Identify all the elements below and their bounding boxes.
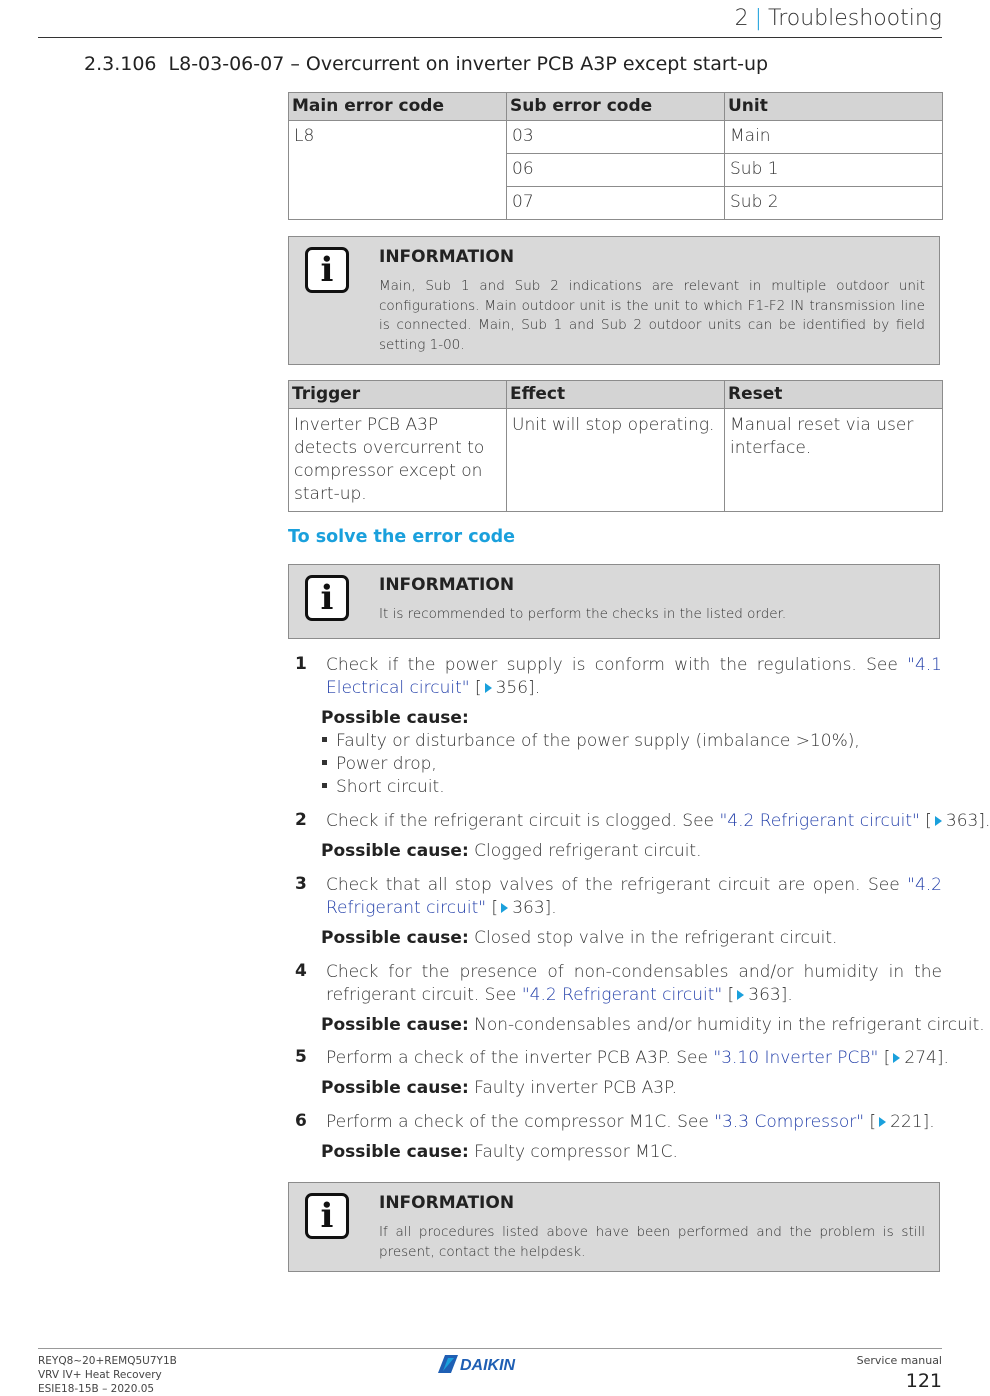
unit-cell: Sub 2: [725, 187, 943, 220]
page-reference: 363].: [945, 811, 990, 831]
list-item: [322, 754, 437, 774]
page-reference: 274].: [904, 1048, 949, 1068]
step-number: 5: [295, 1047, 307, 1067]
step-text: [326, 1111, 942, 1134]
possible-cause: [321, 1078, 677, 1098]
refrigerant-circuit-link[interactable]: "4.2 Refrigerant circuit": [521, 985, 723, 1005]
bullet-icon: [322, 760, 327, 765]
step-instruction: Perform a check of the inverter PCB A3P. See: [326, 1048, 708, 1068]
footer-model: REYQ8~20+REMQ5U7Y1B: [38, 1355, 177, 1367]
step-text: [326, 961, 942, 1007]
page-reference: 221].: [890, 1112, 935, 1132]
information-title: INFORMATION: [379, 1193, 515, 1213]
step-instruction: Check for the presence of non-condensables and/or humidity in the refrigerant circuit. See: [326, 962, 942, 1005]
possible-cause-label: Possible cause:: [321, 928, 469, 948]
trigger-effect-reset-table: [288, 380, 943, 512]
main-error-code-cell: L8: [289, 121, 507, 220]
page-reference: 363].: [512, 898, 557, 918]
chapter-title: Troubleshooting: [768, 6, 942, 31]
cause-bullet-text: Short circuit.: [336, 777, 445, 797]
refrigerant-circuit-link[interactable]: "4.2 Refrigerant circuit": [719, 811, 920, 831]
sub-error-code-cell: 06: [507, 154, 725, 187]
step-number: 2: [295, 810, 307, 830]
inverter-pcb-link[interactable]: "3.10 Inverter PCB": [713, 1048, 879, 1068]
step-instruction: Check if the refrigerant circuit is clogged. See: [326, 811, 715, 831]
column-header-reset: Reset: [725, 381, 943, 409]
possible-cause: [321, 928, 837, 948]
section-number: 2.3.106: [84, 53, 157, 75]
possible-cause-label: Possible cause:: [321, 1015, 469, 1035]
possible-cause-heading: [321, 708, 469, 728]
footer-manual-type: Service manual: [856, 1354, 942, 1367]
electrical-circuit-link[interactable]: "4.1 Electrical circuit": [326, 655, 942, 698]
page-ref-open: [: [883, 1048, 891, 1068]
bullet-icon: [322, 737, 327, 742]
information-box-order: [288, 564, 940, 639]
refrigerant-circuit-link[interactable]: "4.2 Refrigerant circuit": [326, 875, 942, 918]
column-header-unit: Unit: [725, 93, 943, 121]
trigger-cell: Inverter PCB A3P detects overcurrent to compressor except on start-up.: [289, 409, 507, 512]
error-code-table: [288, 92, 943, 220]
footer-document-info: [38, 1354, 177, 1396]
step-number: 3: [295, 874, 307, 894]
page-ref-open: [: [925, 811, 932, 831]
possible-cause-text: Non-condensables and/or humidity in the refrigerant circuit.: [474, 1015, 985, 1035]
step-instruction: Check if the power supply is conform with the regulations. See: [326, 655, 898, 675]
information-box-units: [288, 236, 940, 365]
cause-bullet-text: Faulty or disturbance of the power supply (imbalance >10%),: [336, 731, 860, 751]
sub-error-code-cell: 07: [507, 187, 725, 220]
possible-cause-text: Closed stop valve in the refrigerant circuit.: [474, 928, 838, 948]
page-arrow-icon: [485, 683, 492, 693]
table-row: [289, 409, 943, 512]
table-header-row: [289, 93, 943, 121]
table-header-row: [289, 381, 943, 409]
information-text: Main, Sub 1 and Sub 2 indications are relevant in multiple outdoor unit configurations. Main outdoor unit is the unit to which F1-F2 IN transmission line is connected. Main, Sub 1 and Sub 2 outdoor units can be identified by field setting 1-00.: [379, 278, 925, 353]
step-text: [326, 654, 942, 700]
information-title: INFORMATION: [379, 575, 515, 595]
information-icon: i: [305, 247, 349, 293]
information-icon: i: [305, 1193, 349, 1239]
chapter-header: [735, 6, 942, 31]
information-text: It is recommended to perform the checks in the listed order.: [379, 606, 787, 622]
column-header-main-error-code: Main error code: [289, 93, 507, 121]
information-box-helpdesk: [288, 1182, 940, 1272]
step-number: 1: [295, 654, 307, 674]
column-header-effect: Effect: [507, 381, 725, 409]
table-row: [289, 121, 943, 154]
section-title: L8-03-06-07 – Overcurrent on inverter PCB A3P except start-up: [168, 53, 769, 75]
sub-error-code-cell: 03: [507, 121, 725, 154]
reset-cell: Manual reset via user interface.: [725, 409, 943, 512]
daikin-logo: [438, 1354, 542, 1374]
step-text: [326, 810, 990, 833]
page-ref-open: [: [474, 678, 482, 698]
page-arrow-icon: [501, 903, 508, 913]
step-number: 4: [295, 961, 307, 981]
step-number: 6: [295, 1111, 307, 1131]
footer-doc-code: ESIE18-15B – 2020.05: [38, 1383, 155, 1395]
possible-cause: [321, 1142, 678, 1162]
compressor-link[interactable]: "3.3 Compressor": [714, 1112, 865, 1132]
page-ref-open: [: [491, 898, 499, 918]
page-reference: 363].: [748, 985, 793, 1005]
chapter-number: 2: [734, 6, 749, 31]
page-arrow-icon: [935, 816, 942, 826]
column-header-sub-error-code: Sub error code: [507, 93, 725, 121]
possible-cause-label: Possible cause:: [321, 1142, 469, 1162]
step-instruction: Perform a check of the compressor M1C. See: [326, 1112, 709, 1132]
page-arrow-icon: [737, 990, 744, 1000]
list-item: [322, 777, 445, 797]
possible-cause: [321, 1015, 985, 1035]
header-separator: |: [754, 6, 762, 31]
possible-cause-label: Possible cause:: [321, 708, 469, 728]
information-icon: i: [305, 575, 349, 621]
unit-cell: Main: [725, 121, 943, 154]
section-heading: [84, 53, 768, 75]
possible-cause-label: Possible cause:: [321, 1078, 469, 1098]
header-rule: [38, 37, 942, 38]
step-instruction: Check that all stop valves of the refrigerant circuit are open. See: [326, 875, 900, 895]
step-text: [326, 874, 942, 920]
page-arrow-icon: [893, 1053, 900, 1063]
bullet-icon: [322, 783, 327, 788]
possible-cause-text: Faulty inverter PCB A3P.: [474, 1078, 678, 1098]
information-text: If all procedures listed above have been performed and the problem is still present, contact the helpdesk.: [379, 1224, 925, 1260]
possible-cause-label: Possible cause:: [321, 841, 469, 861]
page-reference: 356].: [495, 678, 541, 698]
page-arrow-icon: [879, 1117, 886, 1127]
effect-cell: Unit will stop operating.: [507, 409, 725, 512]
possible-cause: [321, 841, 702, 861]
solve-error-heading: To solve the error code: [288, 527, 515, 547]
column-header-trigger: Trigger: [289, 381, 507, 409]
page-ref-open: [: [869, 1112, 877, 1132]
information-title: INFORMATION: [379, 247, 515, 267]
page-ref-open: [: [727, 985, 735, 1005]
unit-cell: Sub 1: [725, 154, 943, 187]
step-text: [326, 1047, 949, 1070]
possible-cause-text: Clogged refrigerant circuit.: [474, 841, 702, 861]
logo-wordmark: DAIKIN: [460, 1357, 516, 1374]
list-item: [322, 731, 860, 751]
cause-bullet-text: Power drop,: [336, 754, 437, 774]
page-number: 121: [905, 1370, 942, 1392]
possible-cause-text: Faulty compressor M1C.: [474, 1142, 678, 1162]
footer-rule: [38, 1348, 942, 1349]
footer-product: VRV IV+ Heat Recovery: [38, 1369, 162, 1381]
